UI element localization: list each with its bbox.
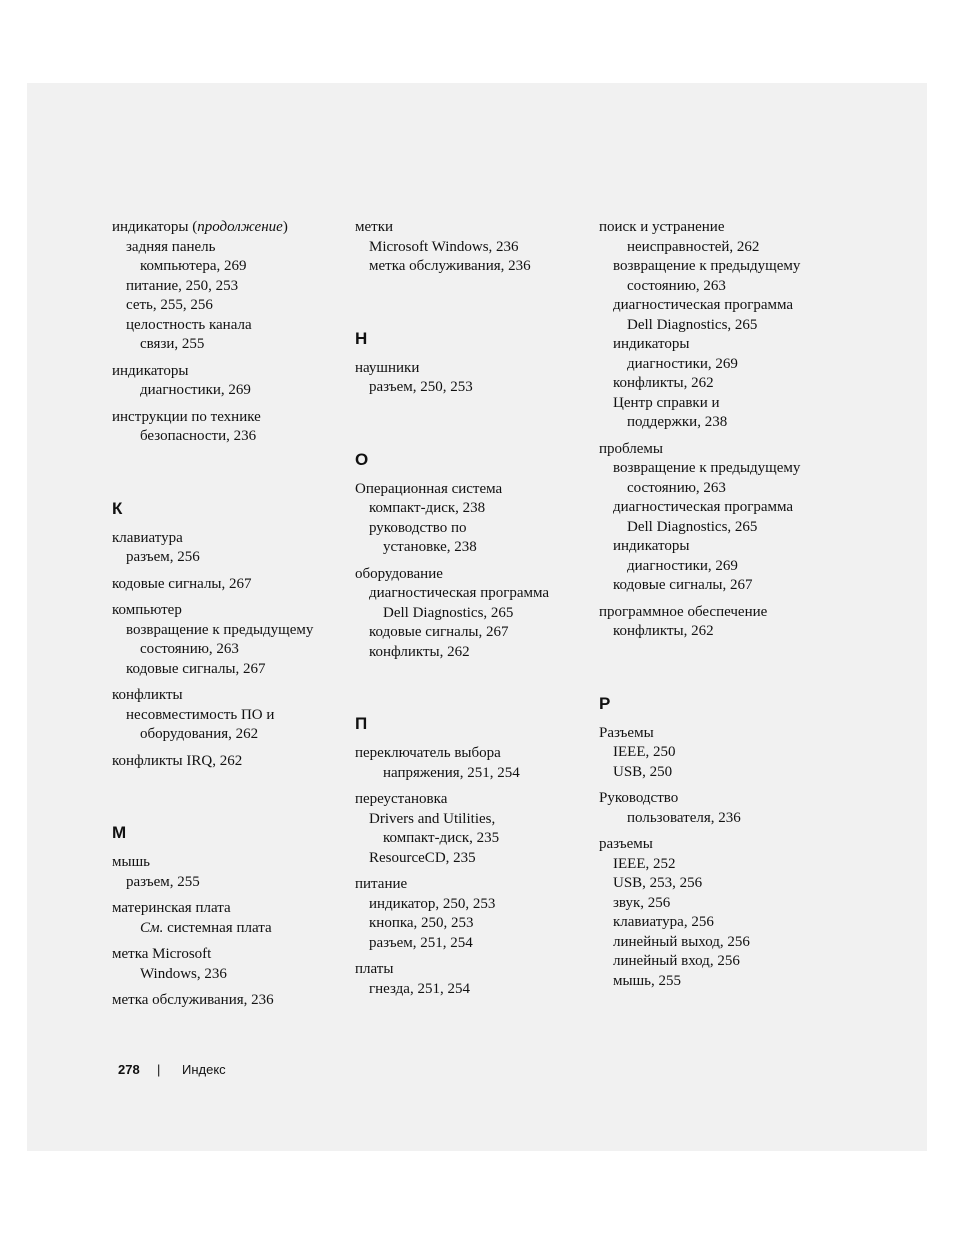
entry-text: переустановка [355,791,448,807]
entry-text: Руководство [599,790,679,806]
entry-text: Drivers and Utilities, [369,810,496,827]
entry-text: установке, 238 [383,539,477,555]
index-subentry [112,316,342,336]
index-entry [599,789,829,809]
entry-text: IEEE, 250 [613,744,676,760]
entry-text: Dell Diagnostics, 265 [627,518,758,535]
index-entry [355,218,585,238]
entry-text: звук, 256 [613,894,671,911]
letter-heading: Н [355,328,368,348]
entry-text: метки [355,219,394,235]
index-subentry [112,335,342,355]
entry-text: проблемы [599,440,663,457]
index-subentry [599,874,829,894]
entry-text: USB, 253, 256 [613,875,703,891]
entry-text: диагностики, 269 [627,355,738,372]
index-subentry [599,277,829,297]
index-entry [112,945,342,965]
entry-text: метка Microsoft [112,946,212,962]
entry-text: конфликты, 262 [613,623,714,639]
entry-text: питание [355,876,408,892]
entry-text: разъем, 251, 254 [369,934,473,951]
entry-text: переключатель выбора [355,745,501,761]
entry-text: связи, 255 [140,336,205,352]
index-subentry [599,238,829,258]
index-subentry [355,604,585,624]
entry-text: Разъемы [599,724,654,741]
index-subentry [112,965,342,985]
entry-text: безопасности, 236 [140,428,257,444]
index-entry [112,752,342,772]
index-subentry [599,518,829,538]
entry-text: кодовые сигналы, 267 [112,575,252,592]
index-subentry [599,316,829,336]
index-entry [355,875,585,895]
index-entry [112,529,342,549]
letter-heading: К [112,498,123,518]
entry-text: диагностики, 269 [140,382,251,398]
index-subentry [599,394,829,414]
index-subentry [112,660,342,680]
index-entry [355,790,585,810]
index-subentry [355,623,585,643]
entry-text: компьютера, 269 [140,258,247,274]
letter-heading: О [355,449,369,469]
index-entry [355,960,585,980]
index-subentry [599,257,829,277]
index-entry [355,565,585,585]
index-subentry [112,257,342,277]
index-subentry [112,238,342,258]
index-subentry [599,557,829,577]
entry-text: Операционная система [355,480,503,497]
index-subentry [112,640,342,660]
entry-text: клавиатура [112,529,183,546]
entry-text: пользователя, 236 [627,809,741,826]
entry-italic-text: продолжение [197,219,283,235]
entry-text: компакт-диск, 238 [369,500,486,516]
entry-text: конфликты, 262 [613,375,714,391]
index-subentry [599,952,829,972]
entry-text: метка обслуживания, 236 [112,992,274,1008]
index-subentry [599,913,829,933]
index-subentry [355,914,585,934]
index-subentry [112,919,342,939]
entry-text: мышь, 255 [613,972,681,989]
entry-text: наушники [355,359,420,376]
entry-text: USB, 250 [613,763,673,780]
entry-text: IEEE, 252 [613,855,676,872]
entry-text: напряжения, 251, 254 [383,764,520,781]
entry-text: разъем, 256 [126,549,200,565]
index-entry [112,853,342,873]
index-subentry [355,257,585,277]
index-subentry [112,277,342,297]
entry-text: диагностическая программа [369,585,550,601]
index-subentry [355,538,585,558]
index-subentry [112,548,342,568]
entry-text: метка обслуживания, 236 [369,258,531,274]
index-subentry [599,972,829,992]
index-subentry [355,980,585,1000]
entry-text: руководство по [369,519,467,536]
index-entry [112,686,342,706]
index-subentry [599,763,829,783]
index-subentry [599,413,829,433]
index-entry [112,362,342,382]
index-subentry [355,238,585,258]
entry-text: кнопка, 250, 253 [369,915,474,931]
entry-text: задняя панель [126,238,216,255]
index-subentry [112,725,342,745]
index-subentry [599,743,829,763]
index-subentry [599,459,829,479]
index-subentry [355,810,585,830]
entry-text: возвращение к предыдущему [613,258,801,274]
index-entry [112,991,342,1011]
index-subentry [355,934,585,954]
footer-separator: | [157,1062,161,1077]
index-subentry [599,537,829,557]
entry-text: состоянию, 263 [627,479,726,496]
index-subentry [599,374,829,394]
index-subentry [112,427,342,447]
entry-text: индикатор, 250, 253 [369,895,496,912]
entry-text: неисправностей, 262 [627,238,760,255]
entry-text: Microsoft Windows, 236 [369,238,519,255]
entry-text: компьютер [112,602,182,618]
index-subentry [355,499,585,519]
entry-text: конфликты [112,687,183,703]
index-subentry [599,622,829,642]
index-subentry [112,296,342,316]
entry-text: диагностики, 269 [627,557,738,574]
entry-text: гнезда, 251, 254 [369,980,470,997]
entry-text: несовместимость ПО и [126,706,275,723]
index-entry [355,359,585,379]
index-subentry [355,643,585,663]
entry-text: линейный вход, 256 [613,953,740,969]
index-entry [355,744,585,764]
index-column-1 [112,218,342,1011]
entry-text: кодовые сигналы, 267 [126,660,266,677]
index-subentry [355,378,585,398]
index-entry [112,601,342,621]
entry-text: состоянию, 263 [140,641,239,657]
index-subentry [599,809,829,829]
entry-text: диагностическая программа [613,297,794,313]
index-subentry [355,764,585,784]
entry-text: поддержки, 238 [627,414,728,430]
index-subentry [355,519,585,539]
index-entry [599,440,829,460]
index-subentry [355,829,585,849]
letter-heading: Р [599,693,611,713]
entry-text: индикаторы [613,336,690,352]
index-subentry [355,849,585,869]
entry-text: Центр справки и [613,394,720,411]
index-subentry [355,584,585,604]
entry-text: диагностическая программа [613,499,794,515]
entry-text: разъем, 255 [126,873,200,890]
entry-text: линейный выход, 256 [613,933,750,950]
entry-text: кодовые сигналы, 267 [369,624,509,640]
entry-text: целостность канала [126,316,252,333]
index-entry [599,724,829,744]
page-number: 278 [118,1062,140,1077]
entry-text: Windows, 236 [140,965,227,982]
entry-text: кодовые сигналы, 267 [613,577,753,593]
index-entry [355,480,585,500]
index-entry [599,603,829,623]
index-entry [112,408,342,428]
entry-text: питание, 250, 253 [126,277,239,294]
entry-text: инструкции по технике [112,408,261,425]
index-entry [112,218,342,238]
entry-text: конфликты IRQ, 262 [112,752,243,769]
index-entry [112,899,342,919]
entry-text: Dell Diagnostics, 265 [627,316,758,333]
entry-text: клавиатура, 256 [613,914,714,930]
index-column-3 [599,218,829,991]
entry-text: сеть, 255, 256 [126,297,213,313]
entry-text: индикаторы ( [112,219,198,235]
index-subentry [599,894,829,914]
index-subentry [599,296,829,316]
entry-text: разъем, 250, 253 [369,379,473,395]
index-entry [599,218,829,238]
entry-text: разъемы [599,836,653,852]
letter-heading: М [112,823,127,842]
index-subentry [112,621,342,641]
index-subentry [599,355,829,375]
entry-text: оборудование [355,565,443,582]
index-subentry [355,895,585,915]
entry-text: возвращение к предыдущему [126,621,314,638]
index-subentry [599,498,829,518]
letter-heading: П [355,714,368,733]
index-subentry [599,335,829,355]
entry-text: платы [355,961,394,977]
entry-text: индикаторы [112,362,189,379]
entry-text-suffix: ) [282,219,288,235]
entry-text: возвращение к предыдущему [613,460,801,476]
entry-text: материнская плата [112,900,231,916]
entry-text: Dell Diagnostics, 265 [383,604,514,621]
index-subentry [599,933,829,953]
index-subentry [599,576,829,596]
index-subentry [112,873,342,893]
entry-text: программное обеспечение [599,603,768,620]
entry-text: мышь [112,854,150,870]
entry-text: ResourceCD, 235 [369,849,476,866]
entry-text: индикаторы [613,538,690,554]
entry-text-suffix: системная плата [163,919,272,936]
entry-text: поиск и устранение [599,219,725,235]
entry-italic-text: См. [140,919,164,936]
entry-text: состоянию, 263 [627,277,726,294]
section-name: Индекс [182,1062,226,1077]
index-subentry [599,855,829,875]
index-subentry [112,381,342,401]
entry-text: оборудования, 262 [140,726,259,742]
index-subentry [112,706,342,726]
index-column-2 [355,218,585,999]
index-entry [112,575,342,595]
index-subentry [599,479,829,499]
index-entry [599,835,829,855]
entry-text: компакт-диск, 235 [383,830,500,846]
entry-text: конфликты, 262 [369,643,470,660]
